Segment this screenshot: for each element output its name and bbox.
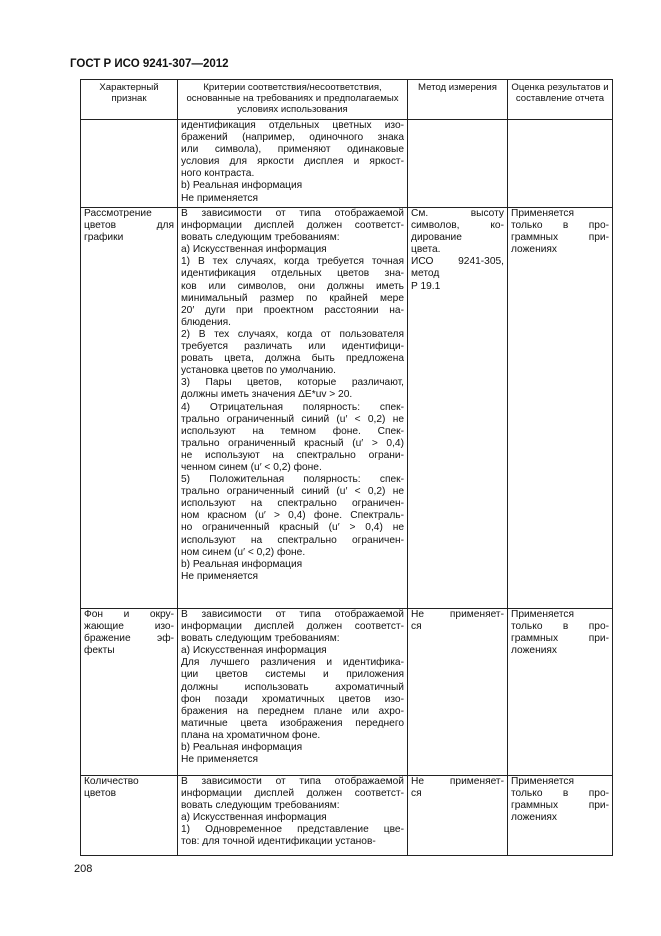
- cell-text-line: См. высоту: [411, 208, 504, 219]
- cell-text-line: Не применяет-: [411, 776, 504, 787]
- page-number: 208: [74, 863, 93, 875]
- cell-text-line: Не применяется: [181, 570, 259, 582]
- cell-text-line: вовать следующим требованиям:: [181, 633, 340, 645]
- cell-text-line: граммных при-: [511, 800, 609, 812]
- column-header-feature: Характерный признак: [81, 80, 178, 120]
- evaluation-cell: [508, 120, 613, 208]
- column-header-criteria: Критерии соответствия/несоответствия, основанные на требованиях и предполагаемых условиях использования: [178, 80, 408, 120]
- cell-text-line: цветов: [84, 788, 117, 800]
- criteria-cell: [178, 208, 408, 609]
- cell-text-line: идентификация отдельных цветов зна-: [181, 268, 404, 280]
- cell-text-line: фекты: [84, 645, 115, 657]
- cell-text-line: метод: [411, 268, 440, 280]
- table-row: [81, 208, 613, 609]
- table-header-row: [81, 80, 613, 120]
- cell-text-line: но ограниченный красный (u′ > 0,4) не: [181, 522, 404, 534]
- cell-text-line: только в про-: [511, 621, 609, 633]
- cell-text-line: а) Искусственная информация: [181, 645, 327, 657]
- cell-text-line: ции цветов системы и приложения: [181, 669, 404, 681]
- requirements-table: [80, 79, 613, 856]
- cell-text-line: ложениях: [511, 244, 558, 256]
- cell-text-line: ном синем (u′ < 0,2) фоне.: [181, 546, 306, 558]
- cell-text-line: трально ограниченный синий (u′ < 0,2) не: [181, 486, 404, 498]
- cell-text-line: используют на темном фоне. Спек-: [181, 425, 404, 437]
- method-cell: [408, 120, 508, 208]
- feature-cell: [81, 120, 178, 208]
- cell-text-line: должны иметь значения ΔE*uv > 20.: [181, 389, 353, 401]
- cell-text-line: Применяется: [511, 776, 574, 787]
- method-cell: [408, 609, 508, 776]
- evaluation-cell: [508, 208, 613, 609]
- cell-text-line: установка цветов по умолчанию.: [181, 365, 337, 377]
- cell-text-line: цветов для: [84, 220, 174, 232]
- cell-text-line: минимальный размер по крайней мере: [181, 292, 404, 304]
- cell-text-line: или символа), применяют одинаковые: [181, 144, 404, 156]
- cell-text-line: ложениях: [511, 812, 558, 824]
- cell-text-line: цвета.: [411, 244, 441, 256]
- cell-text-line: матичные цвета изображения переднего: [181, 717, 404, 729]
- table-row: [81, 609, 613, 776]
- cell-text-line: используют на спектрально ограничен-: [181, 534, 404, 546]
- cell-text-line: ного контраста.: [181, 168, 255, 180]
- cell-text-line: а) Искусственная информация: [181, 812, 327, 824]
- table-row: [81, 776, 613, 856]
- cell-text-line: фон позади хроматичных цветов изо-: [181, 693, 404, 705]
- cell-text-line: Количество: [84, 776, 139, 787]
- cell-text-line: граммных при-: [511, 633, 609, 645]
- cell-text-line: Не применяется: [181, 192, 259, 204]
- cell-text-line: ном красном (u′ > 0,4) фоне. Спектраль-: [181, 510, 404, 522]
- cell-text-line: ков или символов, они должны иметь: [181, 280, 404, 292]
- cell-text-line: b) Реальная информация: [181, 558, 303, 570]
- cell-text-line: Не применяется: [181, 754, 259, 766]
- column-header-evaluation: Оценка результатов и составление отчета: [508, 80, 613, 120]
- cell-text-line: b) Реальная информация: [181, 742, 303, 754]
- cell-text-line: Применяется: [511, 208, 574, 219]
- document-header: ГОСТ Р ИСО 9241-307—2012: [70, 58, 229, 70]
- cell-text-line: блюдения.: [181, 316, 232, 328]
- cell-text-line: тов: для точной идентификации установ-: [181, 836, 376, 848]
- cell-text-line: графики: [84, 232, 124, 244]
- cell-text-line: Фон и окру-: [84, 609, 174, 620]
- cell-text-line: 4) Отрицательная полярность: спек-: [181, 401, 404, 413]
- column-header-method: Метод измерения: [408, 80, 508, 120]
- cell-text-line: вовать следующим требованиям:: [181, 800, 340, 812]
- cell-text-line: 2) В тех случаях, когда от пользователя: [181, 328, 404, 340]
- cell-text-line: информации дисплей должен соответст-: [181, 220, 404, 232]
- cell-text-line: ченном синем (u′ < 0,2) фоне.: [181, 461, 322, 473]
- cell-text-line: 1) В тех случаях, когда требуется точная: [181, 256, 404, 268]
- cell-text-line: идентификация отдельных цветных изо-: [181, 120, 404, 131]
- cell-text-line: граммных при-: [511, 232, 609, 244]
- cell-text-line: только в про-: [511, 220, 609, 232]
- cell-text-line: информации дисплей должен соответст-: [181, 621, 404, 633]
- criteria-cell: [178, 609, 408, 776]
- evaluation-cell: [508, 776, 613, 856]
- cell-text-line: В зависимости от типа отображаемой: [181, 609, 404, 620]
- cell-text-line: Не применяет-: [411, 609, 504, 620]
- cell-text-line: 1) Одновременное представление цве-: [181, 824, 404, 836]
- cell-text-line: ся: [411, 621, 422, 633]
- cell-text-line: 5) Положительная полярность: спек-: [181, 474, 404, 486]
- cell-text-line: ся: [411, 788, 422, 800]
- cell-text-line: используют на спектрально ограничен-: [181, 498, 404, 510]
- cell-text-line: Для лучшего различения и идентифика-: [181, 657, 404, 669]
- method-cell: [408, 208, 508, 609]
- cell-text-line: трально ограниченный синий (u′ < 0,2) не: [181, 413, 404, 425]
- cell-text-line: только в про-: [511, 788, 609, 800]
- cell-text-line: требуется различать или идентифици-: [181, 341, 404, 353]
- cell-text-line: 3) Пары цветов, которые различают,: [181, 377, 404, 389]
- cell-text-line: ровать цвета, должна быть предложена: [181, 353, 404, 365]
- cell-text-line: вовать следующим требованиям:: [181, 232, 340, 244]
- cell-text-line: бражений (например, одиночного знака: [181, 132, 404, 144]
- feature-cell: [81, 609, 178, 776]
- cell-text-line: P 19.1: [411, 280, 441, 292]
- criteria-cell: [178, 120, 408, 208]
- cell-text-line: В зависимости от типа отображаемой: [181, 776, 404, 787]
- cell-text-line: ИСО 9241-305,: [411, 256, 504, 268]
- cell-text-line: а) Искусственная информация: [181, 244, 327, 256]
- cell-text-line: не используют на спектрально ограни-: [181, 449, 404, 461]
- cell-text-line: должны использовать ахроматичный: [181, 681, 404, 693]
- cell-text-line: плана на хроматичном фоне.: [181, 729, 321, 741]
- cell-text-line: трально ограниченный красный (u′ > 0,4): [181, 437, 404, 449]
- table-row: [81, 120, 613, 208]
- cell-text-line: дирование: [411, 232, 462, 244]
- cell-text-line: информации дисплей должен соответст-: [181, 788, 404, 800]
- cell-text-line: В зависимости от типа отображаемой: [181, 208, 404, 219]
- cell-text-line: символов, ко-: [411, 220, 504, 232]
- cell-text-line: Применяется: [511, 609, 574, 620]
- evaluation-cell: [508, 609, 613, 776]
- cell-text-line: b) Реальная информация: [181, 180, 303, 192]
- feature-cell: [81, 776, 178, 856]
- cell-text-line: жающие изо-: [84, 621, 174, 633]
- criteria-cell: [178, 776, 408, 856]
- cell-text-line: бражение эф-: [84, 633, 174, 645]
- cell-text-line: бражения на переднем плане или ахро-: [181, 705, 404, 717]
- cell-text-line: условия для яркости дисплея и яркост-: [181, 156, 404, 168]
- feature-cell: [81, 208, 178, 609]
- method-cell: [408, 776, 508, 856]
- cell-text-line: ложениях: [511, 645, 558, 657]
- cell-text-line: Рассмотрение: [84, 208, 152, 219]
- cell-text-line: 20′ дуги при проектном расстоянии на-: [181, 304, 404, 316]
